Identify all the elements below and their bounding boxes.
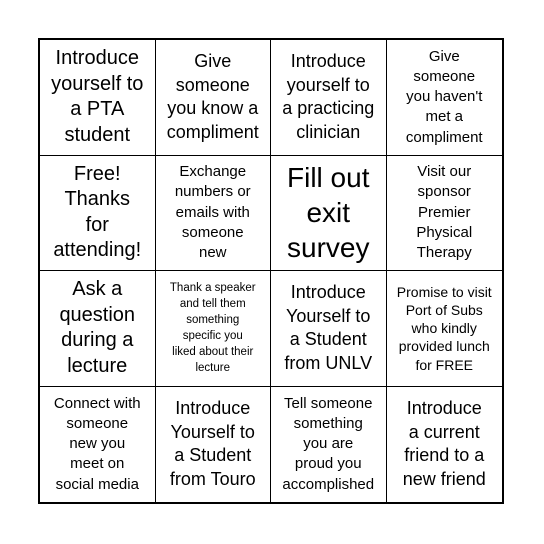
bingo-square[interactable]: Connect with someone new you meet on social media bbox=[40, 387, 156, 503]
bingo-square[interactable]: Promise to visit Port of Subs who kindly provided lunch for FREE bbox=[387, 271, 503, 387]
bingo-square[interactable]: Introduce Yourself to a Student from UNLV bbox=[271, 271, 387, 387]
bingo-square[interactable]: Introduce yourself to a PTA student bbox=[40, 40, 156, 156]
bingo-square[interactable]: Ask a question during a lecture bbox=[40, 271, 156, 387]
bingo-board bbox=[38, 38, 504, 504]
bingo-square[interactable]: Thank a speaker and tell them something specific you liked about their lecture bbox=[156, 271, 272, 387]
bingo-square[interactable]: Introduce a current friend to a new friend bbox=[402, 398, 486, 489]
bingo-square[interactable]: Exchange numbers or emails with someone new bbox=[156, 156, 272, 272]
bingo-square[interactable]: Tell someone something you are proud you accomplished bbox=[271, 387, 387, 503]
bingo-square[interactable]: Give someone you know a compliment bbox=[156, 40, 272, 156]
bingo-square[interactable]: Free! Thanks for attending! bbox=[40, 156, 156, 272]
bingo-square[interactable]: Introduce Yourself to a Student from Touro bbox=[156, 387, 272, 503]
bingo-square[interactable]: Give someone you haven't met a compliment bbox=[387, 40, 503, 156]
bingo-square[interactable]: Visit our sponsor Premier Physical Therapy bbox=[387, 156, 503, 272]
bingo-square[interactable]: Introduce yourself to a practicing clinician bbox=[271, 40, 387, 156]
bingo-square-free[interactable]: Fill out exit survey bbox=[271, 156, 387, 272]
